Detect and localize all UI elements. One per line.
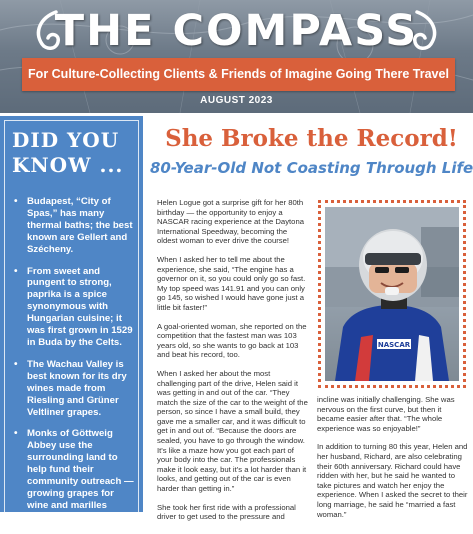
issue-date: AUGUST 2023 [200, 95, 273, 106]
racing-driver-photo [325, 207, 459, 381]
article-paragraph: incline was initially challenging. She was nervous on the first curve, but then it became easier after that. “The whole experience was so enjoyable!” [317, 395, 455, 433]
article-paragraph: She took her first ride with a professional driver to get used to the pressure and [157, 502, 296, 522]
article-paragraph: When I asked her to tell me about the experience, she said, “The engine has a governor on it, so you could only go so fast. My top speed was 141.91 and you can only go 145, so wished I would have gone just a little bit faster!” [157, 254, 306, 312]
firesuit-logo: NASCAR [377, 341, 411, 349]
article-headline: She Broke the Record! [165, 125, 458, 152]
article-paragraph: Helen Logue got a surprise gift for her 80th birthday — the opportunity to enjoy a NASCAR racing experience at the Daytona International Speedway, becoming the oldest woman to ever drive the course! [157, 198, 304, 246]
did-you-know-sidebar [0, 116, 143, 523]
article-subhead: 80-Year-Old Not Coasting Through Life [150, 159, 473, 177]
tagline-banner: For Culture-Collecting Clients & Friends of Imagine Going There Travel [22, 58, 455, 91]
photo-frame [318, 200, 466, 388]
fact-item: • Monks of Göttweig Abbey use the surrounding land to help fund their community outreach — growing grapes for wine and marilles (apricots) for juice, [12, 428, 136, 523]
driver-illustration [325, 207, 459, 381]
sidebar-title: DID YOU KNOW ... [12, 128, 124, 177]
article-paragraph: In addition to turning 80 this year, Helen and her husband, Richard, are also celebrating their 60th anniversary. Richard could have ridden with her, but he said he wanted to take pictures and watch her enjoy the experience. When I asked the secret to their long marriage, he said he “married a fast woman.” [317, 442, 468, 519]
fact-list [12, 196, 136, 534]
article-left-column [157, 198, 309, 522]
newsletter-title: THE COMPASS [54, 6, 419, 56]
masthead [0, 0, 473, 113]
article-paragraph: A goal-oriented woman, she reported on the competition that the fastest man was 103 years old, so she wants to go back at 103 and beat his record, too. [157, 321, 307, 360]
fact-item: • The Wachau Valley is best known for its dry wines made from Riesling and Grüner Veltliner grapes. [12, 359, 136, 419]
article-paragraph: When I asked her about the most challenging part of the drive, Helen said it was getting in and out of the car. “They match the size of the car to the weight of the person, so since I have a small build, they gave me a smaller car, and it was difficult to get in and out of. “Because the doors are sealed, you have to go through the window. It's like a maze how you got each part of your body into the car. The professionals make it look easy, but it's a lot harder than it looks, and getting out of the car is even harder than getting in.” [157, 368, 308, 494]
fact-item: • From sweet and pungent to strong, paprika is a spice synonymous with Hungarian cuisine; it was first grown in 1529 in Buda by the Celts. [12, 266, 136, 349]
swirl-ornament-right-icon [409, 8, 443, 52]
article-right-column [317, 395, 469, 519]
fact-item: • Budapest, “City of Spas,” has many thermal baths; the best known are Gellert and Szécheny. [12, 196, 136, 256]
